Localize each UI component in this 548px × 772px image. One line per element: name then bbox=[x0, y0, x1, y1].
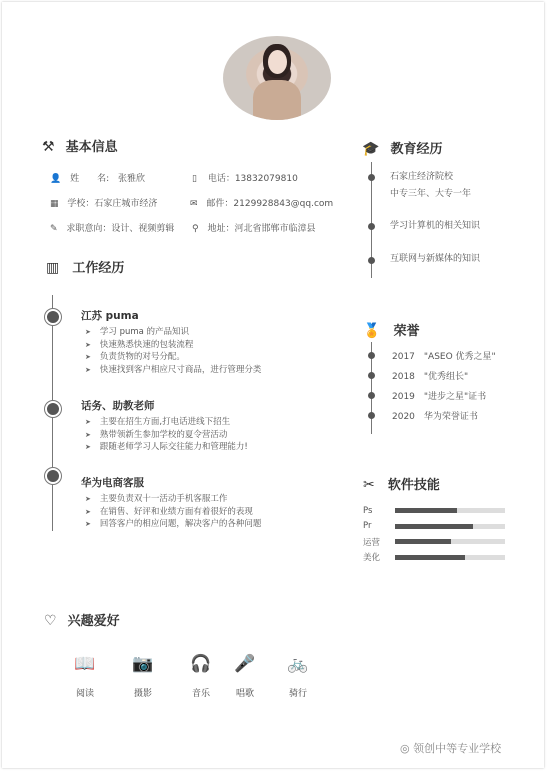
job-bullet: ➤ 在销售、好评和业绩方面有着很好的表现 bbox=[85, 506, 261, 519]
hobby-label: 骑行 bbox=[288, 689, 307, 699]
hobby-label: 音乐 bbox=[191, 689, 210, 699]
wechat-icon: ◎ bbox=[400, 742, 410, 755]
intent-row bbox=[50, 221, 174, 234]
skill-bar-fill bbox=[395, 508, 457, 513]
hobbies-header bbox=[44, 610, 120, 629]
person-icon: 👤 bbox=[50, 174, 62, 184]
skill-bar-track bbox=[395, 524, 505, 529]
job-bullet: ➤ 回答客户的相应问题，解决客户的各种问题 bbox=[85, 518, 261, 531]
graduation-cap-icon: 🎓 bbox=[362, 141, 380, 157]
watermark bbox=[400, 740, 501, 756]
heart-icon: ♡ bbox=[44, 613, 57, 629]
profile-photo bbox=[223, 36, 331, 120]
job-bullet: ➤ 主要负责双十一活动手机客服工作 bbox=[85, 493, 261, 506]
timeline-dot bbox=[368, 257, 375, 264]
skill-name: Ps bbox=[363, 505, 373, 516]
honors-header bbox=[363, 320, 420, 339]
honor-item: 2020 华为荣誉证书 bbox=[392, 412, 478, 422]
skill-row bbox=[363, 534, 505, 550]
job-2 bbox=[81, 398, 248, 454]
skills-header bbox=[363, 474, 440, 493]
skill-name: 美化 bbox=[363, 553, 381, 564]
timeline-dot bbox=[368, 372, 375, 379]
skill-bar-fill bbox=[395, 524, 473, 529]
resume-page bbox=[2, 2, 544, 768]
skill-name: Pr bbox=[363, 521, 372, 532]
mail-icon: ✉ bbox=[190, 199, 198, 209]
job-bullet: ➤ 熟带领新生参加学校的夏令营活动 bbox=[85, 429, 248, 442]
honor-item: 2019 "进步之星"证书 bbox=[392, 392, 487, 402]
basic-info-header bbox=[42, 136, 118, 155]
education-item: 学习计算机的相关知识 bbox=[390, 221, 481, 231]
skill-row bbox=[363, 503, 505, 519]
section-title: 基本信息 bbox=[65, 140, 118, 155]
job-bullet: ➤ 快速熟悉快速的包装流程 bbox=[85, 339, 261, 352]
skill-bar-track bbox=[395, 555, 505, 560]
job-bullet: ➤ 跟随老师学习人际交往能力和管理能力! bbox=[85, 441, 248, 454]
phone-row bbox=[192, 171, 298, 184]
job-1 bbox=[81, 308, 261, 376]
address-row bbox=[192, 221, 315, 234]
building-icon: ▦ bbox=[50, 199, 59, 209]
education-header bbox=[362, 138, 443, 157]
name-value: 张雅欣 bbox=[118, 174, 146, 184]
skill-name: 运营 bbox=[363, 537, 381, 548]
timeline-dot bbox=[45, 468, 61, 484]
honor-item: 2018 "优秀组长" bbox=[392, 372, 469, 382]
hobby-music bbox=[181, 654, 221, 699]
book-icon: 📖 bbox=[74, 654, 96, 674]
hammer-icon: ⚒ bbox=[42, 139, 55, 155]
school-row bbox=[50, 196, 157, 209]
job-title: 华为电商客服 bbox=[81, 477, 144, 489]
education-item: 互联网与新媒体的知识 bbox=[390, 254, 481, 264]
job-title: 话务、助教老师 bbox=[81, 400, 155, 412]
skill-bar-track bbox=[395, 539, 505, 544]
phone-value: 电话：13832079810 bbox=[207, 174, 298, 184]
timeline-dot bbox=[45, 309, 61, 325]
section-title: 荣誉 bbox=[393, 324, 420, 339]
skills-list bbox=[363, 503, 505, 565]
section-title: 兴趣爱好 bbox=[67, 614, 120, 629]
hobby-cycling bbox=[278, 654, 318, 699]
job-bullet: ➤ 负责货物的对号分配。 bbox=[85, 351, 261, 364]
skill-bar-fill bbox=[395, 555, 465, 560]
job-bullet: ➤ 快速找到客户相应尺寸商品，进行管理分类 bbox=[85, 364, 261, 377]
email-value: 邮件：2129928843@qq.com bbox=[206, 199, 334, 209]
email-row bbox=[190, 196, 333, 209]
tools-icon: ✂ bbox=[363, 477, 375, 493]
edit-icon: ✎ bbox=[50, 224, 58, 234]
hobby-label: 唱歌 bbox=[235, 689, 254, 699]
job-title: 江苏 puma bbox=[81, 310, 139, 322]
timeline-dot bbox=[368, 174, 375, 181]
skill-bar-fill bbox=[395, 539, 451, 544]
school-value: 学校：石家庄城市经济 bbox=[67, 199, 158, 209]
name-label: 姓 名: bbox=[70, 174, 110, 184]
education-item: 中专三年、大专一年 bbox=[390, 189, 472, 199]
hobby-label: 阅读 bbox=[75, 689, 94, 699]
bicycle-icon: 🚲 bbox=[287, 654, 309, 674]
hobby-reading bbox=[65, 654, 105, 699]
hobby-singing bbox=[225, 654, 265, 699]
timeline-dot bbox=[368, 412, 375, 419]
books-icon: ▥ bbox=[46, 260, 60, 276]
name-row bbox=[50, 171, 145, 184]
section-title: 教育经历 bbox=[390, 142, 443, 157]
watermark-text: 领创中等专业学校 bbox=[413, 742, 502, 755]
timeline-dot bbox=[368, 392, 375, 399]
headphones-icon: 🎧 bbox=[190, 654, 212, 674]
job-3 bbox=[81, 475, 261, 531]
medal-icon: 🏅 bbox=[363, 323, 381, 339]
camera-icon: 📷 bbox=[132, 654, 154, 674]
skill-bar-track bbox=[395, 508, 505, 513]
job-bullet: ➤ 学习 puma 的产品知识 bbox=[85, 326, 261, 339]
hobby-label: 摄影 bbox=[133, 689, 152, 699]
location-icon: ⚲ bbox=[192, 224, 199, 234]
section-title: 软件技能 bbox=[387, 478, 440, 493]
skill-row bbox=[363, 519, 505, 535]
section-title: 工作经历 bbox=[72, 261, 125, 276]
phone-icon: ▯ bbox=[192, 174, 197, 184]
address-value: 地址：河北省邯郸市临漳县 bbox=[207, 224, 316, 234]
timeline-dot bbox=[368, 223, 375, 230]
microphone-icon: 🎤 bbox=[234, 654, 256, 674]
job-bullet: ➤ 主要在招生方面,打电话进线下招生 bbox=[85, 416, 248, 429]
intent-value: 求职意向：设计、视频剪辑 bbox=[66, 224, 175, 234]
timeline-dot bbox=[45, 401, 61, 417]
timeline-dot bbox=[368, 352, 375, 359]
skill-row bbox=[363, 550, 505, 566]
honor-item: 2017 "ASEO 优秀之星" bbox=[392, 352, 496, 362]
education-item: 石家庄经济院校 bbox=[390, 172, 454, 182]
hobby-photography bbox=[123, 654, 163, 699]
work-header bbox=[46, 257, 124, 276]
